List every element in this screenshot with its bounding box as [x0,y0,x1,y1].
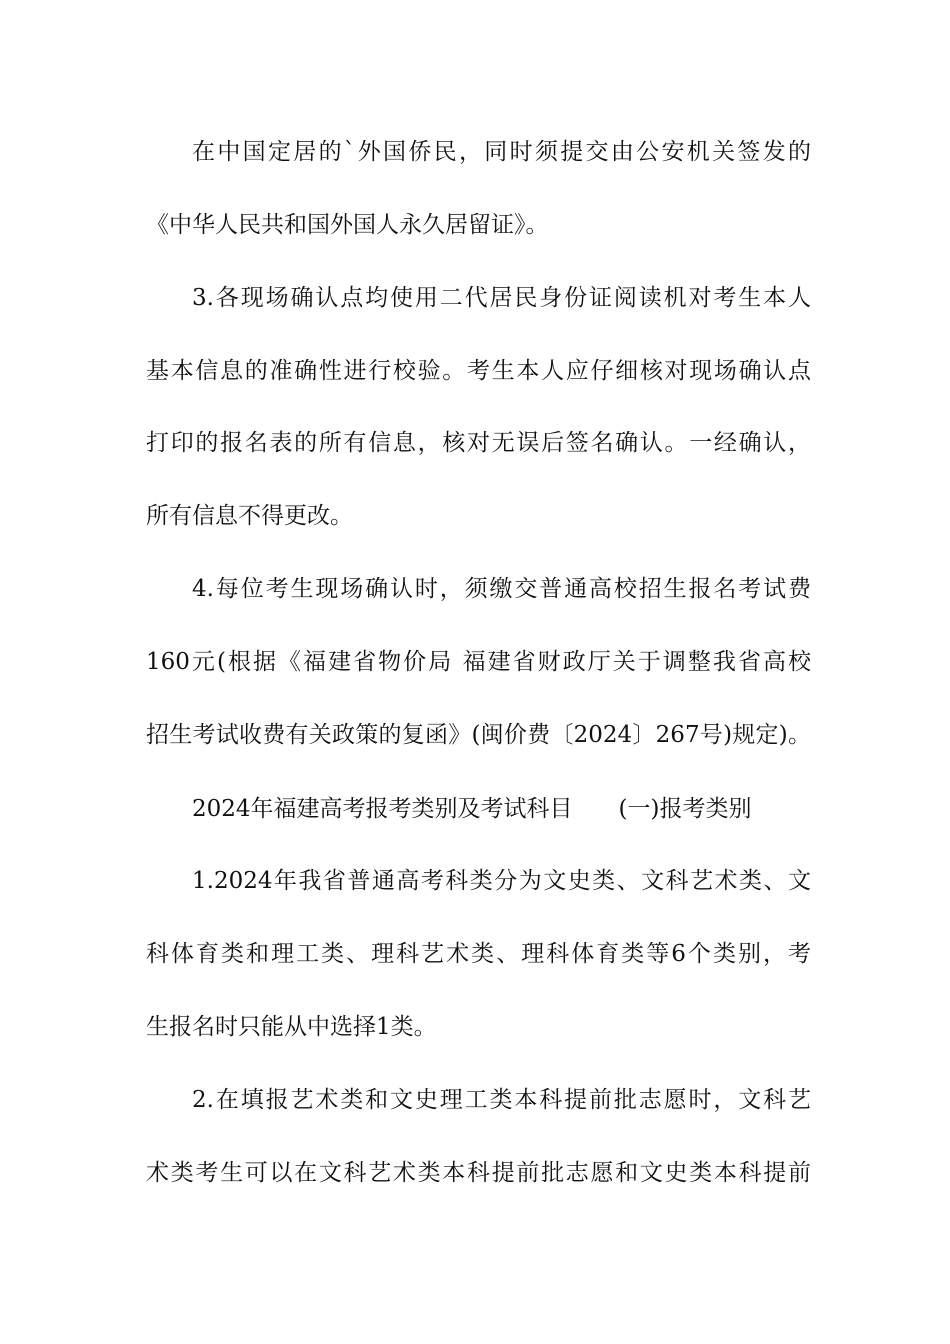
paragraph-line: 基本信息的准确性进行校验。考生本人应仔细核对现场确认点 [146,358,811,384]
section-heading: 2024年福建高考报考类别及考试科目 (一)报考类别 [192,796,752,822]
paragraph-line: 2.在填报艺术类和文史理工类本科提前批志愿时，文科艺 [192,1087,811,1113]
paragraph-line: 招生考试收费有关政策的复函》(闽价费〔2024〕267号)规定)。 [146,722,811,748]
paragraph-line: 所有信息不得更改。 [146,503,353,529]
paragraph-line: 4.每位考生现场确认时，须缴交普通高校招生报名考试费 [192,576,811,602]
paragraph-line: 打印的报名表的所有信息，核对无误后签名确认。一经确认， [146,430,811,456]
paragraph-line: 1.2024年我省普通高考科类分为文史类、文科艺术类、文 [192,868,811,894]
paragraph-line: 《中华人民共和国外国人永久居留证》。 [146,212,549,238]
paragraph-line: 术类考生可以在文科艺术类本科提前批志愿和文史类本科提前 [146,1160,811,1186]
paragraph-line: 科体育类和理工类、理科艺术类、理科体育类等6个类别，考 [146,941,811,967]
paragraph-line: 3.各现场确认点均使用二代居民身份证阅读机对考生本人 [192,285,811,311]
paragraph-line: 在中国定居的`外国侨民，同时须提交由公安机关签发的 [192,139,811,165]
paragraph-line: 160元(根据《福建省物价局 福建省财政厅关于调整我省高校 [146,649,811,675]
paragraph-line: 生报名时只能从中选择1类。 [146,1014,437,1040]
